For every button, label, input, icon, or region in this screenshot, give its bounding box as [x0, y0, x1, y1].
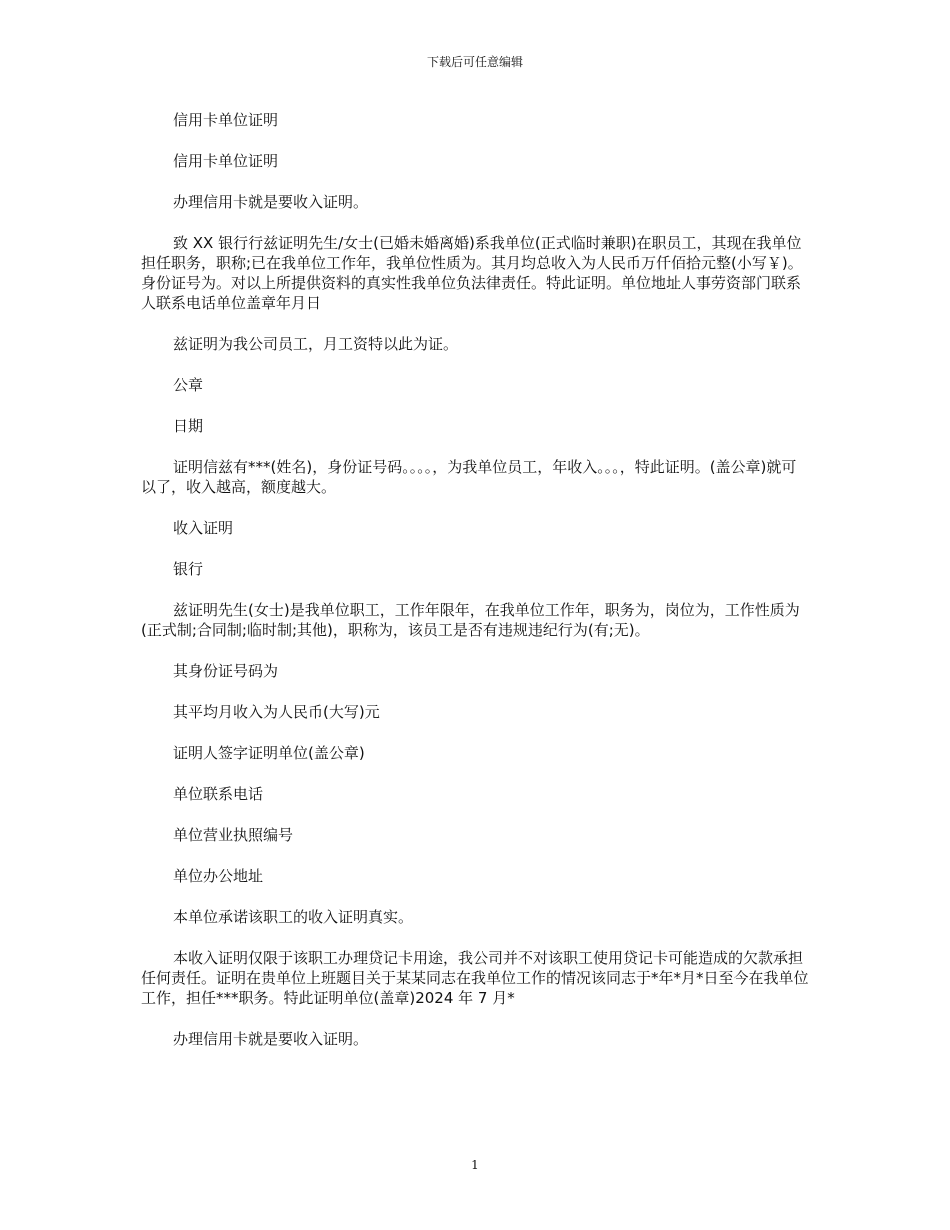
page-header: 下载后可任意编辑 — [426, 55, 523, 69]
document-body — [141, 110, 811, 1070]
paragraph: 银行 — [173, 560, 204, 578]
paragraph: 单位办公地址 — [173, 867, 264, 885]
page-number: 1 — [471, 1158, 479, 1172]
paragraph: 致 XX 银行行兹证明先生/女士(已婚未婚离婚)系我单位(正式临时兼职)在职员工，其现在我单位担任职务，职称;已在我单位工作年，我单位性质为。其月均总收入为人民币万仟佰拾元整(小写￥)。身份证号为。对以上所提供资料的真实性我单位负法律责任。特此证明。单位地址人事劳资部门联系人联系电话单位盖章年月日 — [141, 234, 803, 312]
doc-title: 信用卡单位证明 — [173, 111, 279, 129]
paragraph: 公章 — [173, 376, 204, 394]
paragraph: 证明信兹有***(姓名)，身份证号码。。。。，为我单位员工，年收入。。。，特此证明。(盖公章)就可以了，收入越高，额度越大。 — [141, 458, 797, 496]
paragraph: 其平均月收入为人民币(大写)元 — [173, 703, 380, 721]
paragraph: 本收入证明仅限于该职工办理贷记卡用途，我公司并不对该职工使用贷记卡可能造成的欠款承担任何责任。证明在贵单位上班题目关于某某同志在我单位工作的情况该同志于*年*月*日至今在我单位工作，担任***职务。特此证明单位(盖章)2024 年 7 月* — [141, 949, 809, 1007]
paragraph: 兹证明为我公司员工，月工资特以此为证。 — [173, 335, 459, 353]
paragraph: 证明人签字证明单位(盖公章) — [173, 744, 365, 762]
paragraph: 收入证明 — [173, 519, 234, 537]
paragraph: 兹证明先生(女士)是我单位职工，工作年限年，在我单位工作年，职务为，岗位为，工作性质为(正式制;合同制;临时制;其他)，职称为，该员工是否有违规违纪行为(有;无)。 — [141, 601, 800, 639]
paragraph: 其身份证号码为 — [173, 662, 279, 680]
paragraph: 日期 — [173, 417, 204, 435]
paragraph: 本单位承诺该职工的收入证明真实。 — [173, 908, 414, 926]
doc-subtitle: 信用卡单位证明 — [173, 152, 279, 170]
paragraph: 单位联系电话 — [173, 785, 264, 803]
paragraph: 办理信用卡就是要收入证明。 — [173, 193, 369, 211]
paragraph: 办理信用卡就是要收入证明。 — [173, 1030, 369, 1048]
paragraph: 单位营业执照编号 — [173, 826, 294, 844]
